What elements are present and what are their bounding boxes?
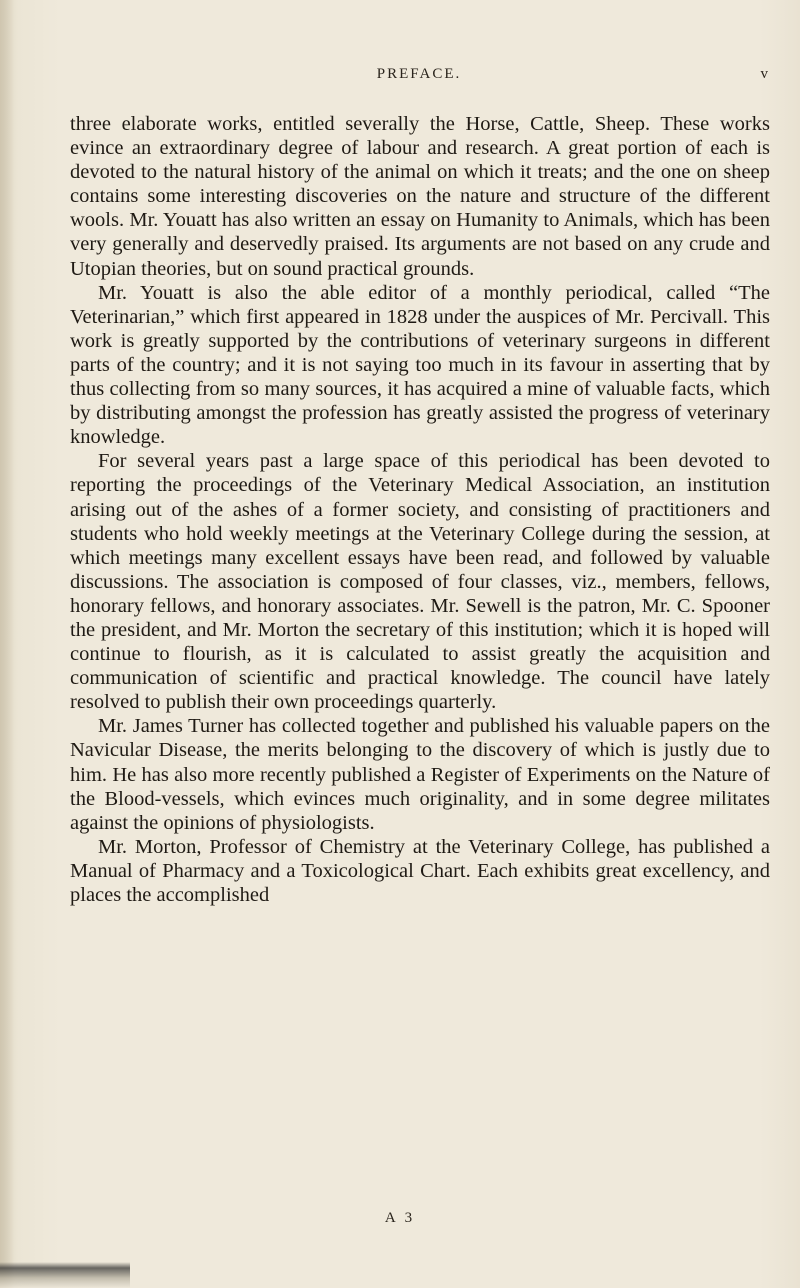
running-head: PREFACE.	[376, 66, 462, 82]
page-header	[70, 66, 768, 90]
signature-mark: A 3	[384, 1210, 416, 1226]
body-text	[70, 112, 770, 907]
paragraph-3: For several years past a large space of this periodical has been devoted to reporting the proceedings of the Veterinary Medical Association, an institution arising out of the ashes of a former society, and consisting of practitioners and students who hold weekly meetings at the Veterinary College during the session, at which meetings many excellent essays have been read, and followed by valuable discussions. The association is composed of four classes, viz., members, fellows, honorary fellows, and honorary associates. Mr. Sewell is the patron, Mr. C. Spooner the president, and Mr. Morton the secretary of this institution; which it is hoped will continue to flourish, as it is calculated to assist greatly the acquisition and communication of scientific and practical knowledge. The council have lately resolved to publish their own proceedings quarterly.	[70, 450, 770, 714]
page-edge-stain	[0, 1262, 130, 1288]
paragraph-2: Mr. Youatt is also the able editor of a monthly periodical, called “The Veterinarian,” which first appeared in 1828 under the auspices of Mr. Percivall. This work is greatly supported by the contributions of veterinary surgeons in different parts of the country; and it is not saying too much in its favour in asserting that by thus collecting from so many sources, it has acquired a mine of valuable facts, which by distributing amongst the profession has greatly assisted the progress of veterinary knowledge.	[70, 281, 770, 449]
paragraph-5: Mr. Morton, Professor of Chemistry at the Veterinary College, has published a Manual of Pharmacy and a Toxicological Chart. Each exhibits great excellency, and places the accomplished	[70, 835, 770, 906]
paragraph-4: Mr. James Turner has collected together and published his valuable papers on the Navicular Disease, the merits belonging to the discovery of which is justly due to him. He has also more recently published a Register of Experiments on the Nature of the Blood-vessels, which evinces much originality, and in some degree militates against the opinions of physiologists.	[70, 715, 770, 834]
paragraph-1: three elaborate works, entitled severally the Horse, Cattle, Sheep. These works evince an extraordinary degree of labour and research. A great portion of each is devoted to the natural history of the animal on which it treats; and the one on sheep contains some interesting discoveries on the nature and structure of the different wools. Mr. Youatt has also written an essay on Humanity to Animals, which has been very generally and deservedly praised. Its arguments are not based on any crude and Utopian theories, but on sound practical grounds.	[70, 113, 770, 280]
page-number: v	[760, 66, 768, 82]
binding-shadow	[0, 0, 14, 1288]
